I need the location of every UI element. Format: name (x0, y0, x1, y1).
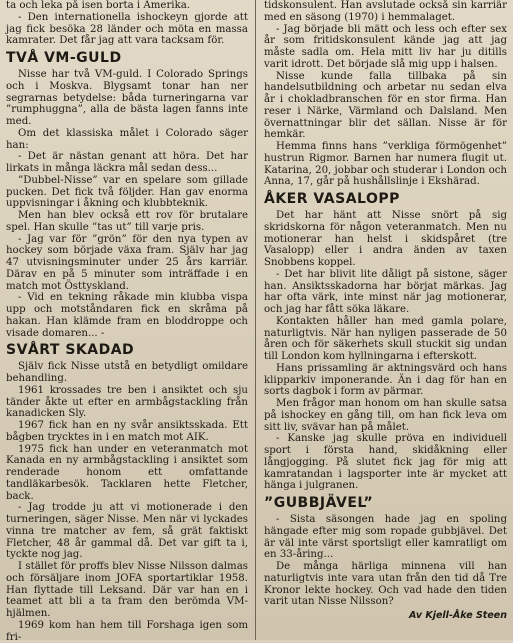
paragraph: 1961 krossades tre ben i ansiktet och sju tänder åkte ut efter en armbågstackling från kanadicken Sly. (6, 384, 248, 420)
paragraph: - Det är nästan genant att höra. Det har lirkats in många läckra mål sedan dess... (6, 151, 248, 174)
paragraph: - Jag började bli mätt och less och efter sex år som fritidskonsulent kände jag att jag måste sadla om. Hela mitt liv har ju ditills varit idrott. Det började slå mig upp i halsen. (264, 23, 507, 70)
paragraph: Själv fick Nisse utstå en betydligt omildare behandling. (6, 361, 248, 384)
paragraph: 1975 fick han under en veteranmatch mot Kanada en ny armbågstackling i ansiktet som renderade honom ett omfattande tandläkarbesök. Tacklaren hette Fletcher, back. (6, 443, 248, 502)
paragraph: - Jag trodde ju att vi motionerade i den turneringen, säger Nisse. Men när vi lyckades vinna tre matcher av fem, så grät faktiskt Fletcher, 48 år gammal då. Det var gift ta i, tyckte nog jag. (6, 502, 248, 561)
section-heading: TVÅ VM-GULD (6, 50, 122, 66)
paragraph: I stället för proffs blev Nisse Nilsson dalmas och försäljare inom JOFA sportartiklar 1958. Han flyttade till Leksand. Där var han en i teamet att bli a ta fram den berömda VM-hjälmen. (6, 561, 248, 619)
byline: Av Kjell-Åke Steen (409, 610, 507, 621)
left-column (6, 0, 248, 643)
right-column (264, 0, 507, 636)
paragraph: tidskonsulent. Han avslutade också sin karriär med en säsong (1970) i hemmalaget. (264, 0, 507, 23)
paragraph: 1967 fick han en ny svår ansiktsskada. Ett bågben trycktes in i en match mot AIK. (6, 420, 248, 443)
paragraph: Hans prissamling är aktningsvärd och hans klipparkiv imponerande. Än i dag för han en sorts dagbok i form av pärmar. (264, 362, 507, 398)
paragraph: Men frågor man honom om han skulle satsa på ishockey en gång till, om han fick leva om sitt liv, svävar han på målet. (264, 398, 507, 433)
paragraph: Om det klassiska målet i Colorado säger han: (6, 127, 248, 151)
section-heading: SVÅRT SKADAD (6, 342, 135, 359)
paragraph: De många härliga minnena vill han naturligtvis inte vara utan från den tid då Tre Kronor lekte hockey. Och vad hade den tiden varit utan Nisse Nilsson? (264, 561, 507, 608)
section-heading: ”GUBBJÄVEL” (264, 495, 374, 511)
column-divider (255, 0, 256, 640)
paragraph: Kontakten håller han med gamla polare, naturligtvis. När han nyligen passerade de 50 åren och för säkerhets skull stuckit sig undan till London kom hyllningarna i efterskott. (264, 315, 507, 362)
paragraph: Nisse kunde falla tillbaka på sin handelsutbildning och arbetar nu sedan elva år i chokladbranschen för en stor firma. Han reser i Närke, Värmland och Dalsland. Men övernattningar blir det sällan. Nisse är för hemkär. (264, 70, 507, 141)
section-heading: ÅKER VASALOPP (264, 191, 400, 207)
paragraph: - Kanske jag skulle pröva en individuell sport i första hand, skidåkning eller långjogging. På slutet fick jag för mig att kamratandan i lagsporter inte är mycket att hänga i julgranen. (264, 433, 507, 492)
paragraph: ta och leka på isen borta i Amerika. (6, 0, 191, 11)
paragraph: - Den internationella ishockeyn gjorde att jag fick besöka 28 länder och möta en massa kamrater. Det får jag att vara tacksam för. (6, 11, 248, 47)
paragraph: Hemma finns hans ”verkliga förmögenhet” hustrun Rigmor. Barnen har numera flugit ut. Katarina, 20, jobbar och studerar i London och Anna, 17, går på hushållslinje i Ekshärad. (264, 141, 507, 188)
paragraph: - Det har blivit lite dåligt på sistone, säger han. Ansiktsskadorna har börjat märkas. Jag har ofta värk, inte minst när jag motionerar, och jag har fått söka läkare. (264, 268, 507, 315)
paragraph: - Vid en tekning råkade min klubba vispa upp och motståndaren fick en skråma på hakan. Han klämde fram en bloddroppe och visade domaren... - (6, 292, 248, 339)
paragraph: - Jag var för ”grön” för den nya typen av hockey som började växa fram. Själv har jag 47 utvisningsminuter under 25 års karriär. Därav en på 5 minuter som inträffade i en match mot Östtyskland. (6, 233, 248, 292)
paragraph: 1969 kom han hem till Forshaga igen som fri- (6, 619, 248, 643)
paragraph: ”Dubbel-Nisse” var en spelare som gillade pucken. Det fick två följder. Han gav enorma uppvisningar i åkning och klubbteknik. (6, 174, 248, 210)
paragraph: Men han blev också ett rov för brutalare spel. Han skulle ”tas ut” till varje pris. (6, 210, 248, 233)
paragraph: Det har hänt att Nisse snört på sig skridskorna för någon veteranmatch. Men nu motionerar han helst i skidspåret (tre Vasalopp) eller i andra änden av taxen Snobbens koppel. (264, 210, 507, 268)
paragraph: Nisse har två VM-guld. I Colorado Springs och i Moskva. Blygsamt tonar han ner segrarnas betydelse: båda turneringarna var ”rumphuggna”, alla de bästa lagen fanns inte med. (6, 69, 248, 127)
paragraph: - Sista säsongen hade jag en spoling hängade efter mig som ropade gubbjävel. Det är väl inte värst sportsligt eller kamratligt om en 33-åring... (264, 514, 507, 561)
